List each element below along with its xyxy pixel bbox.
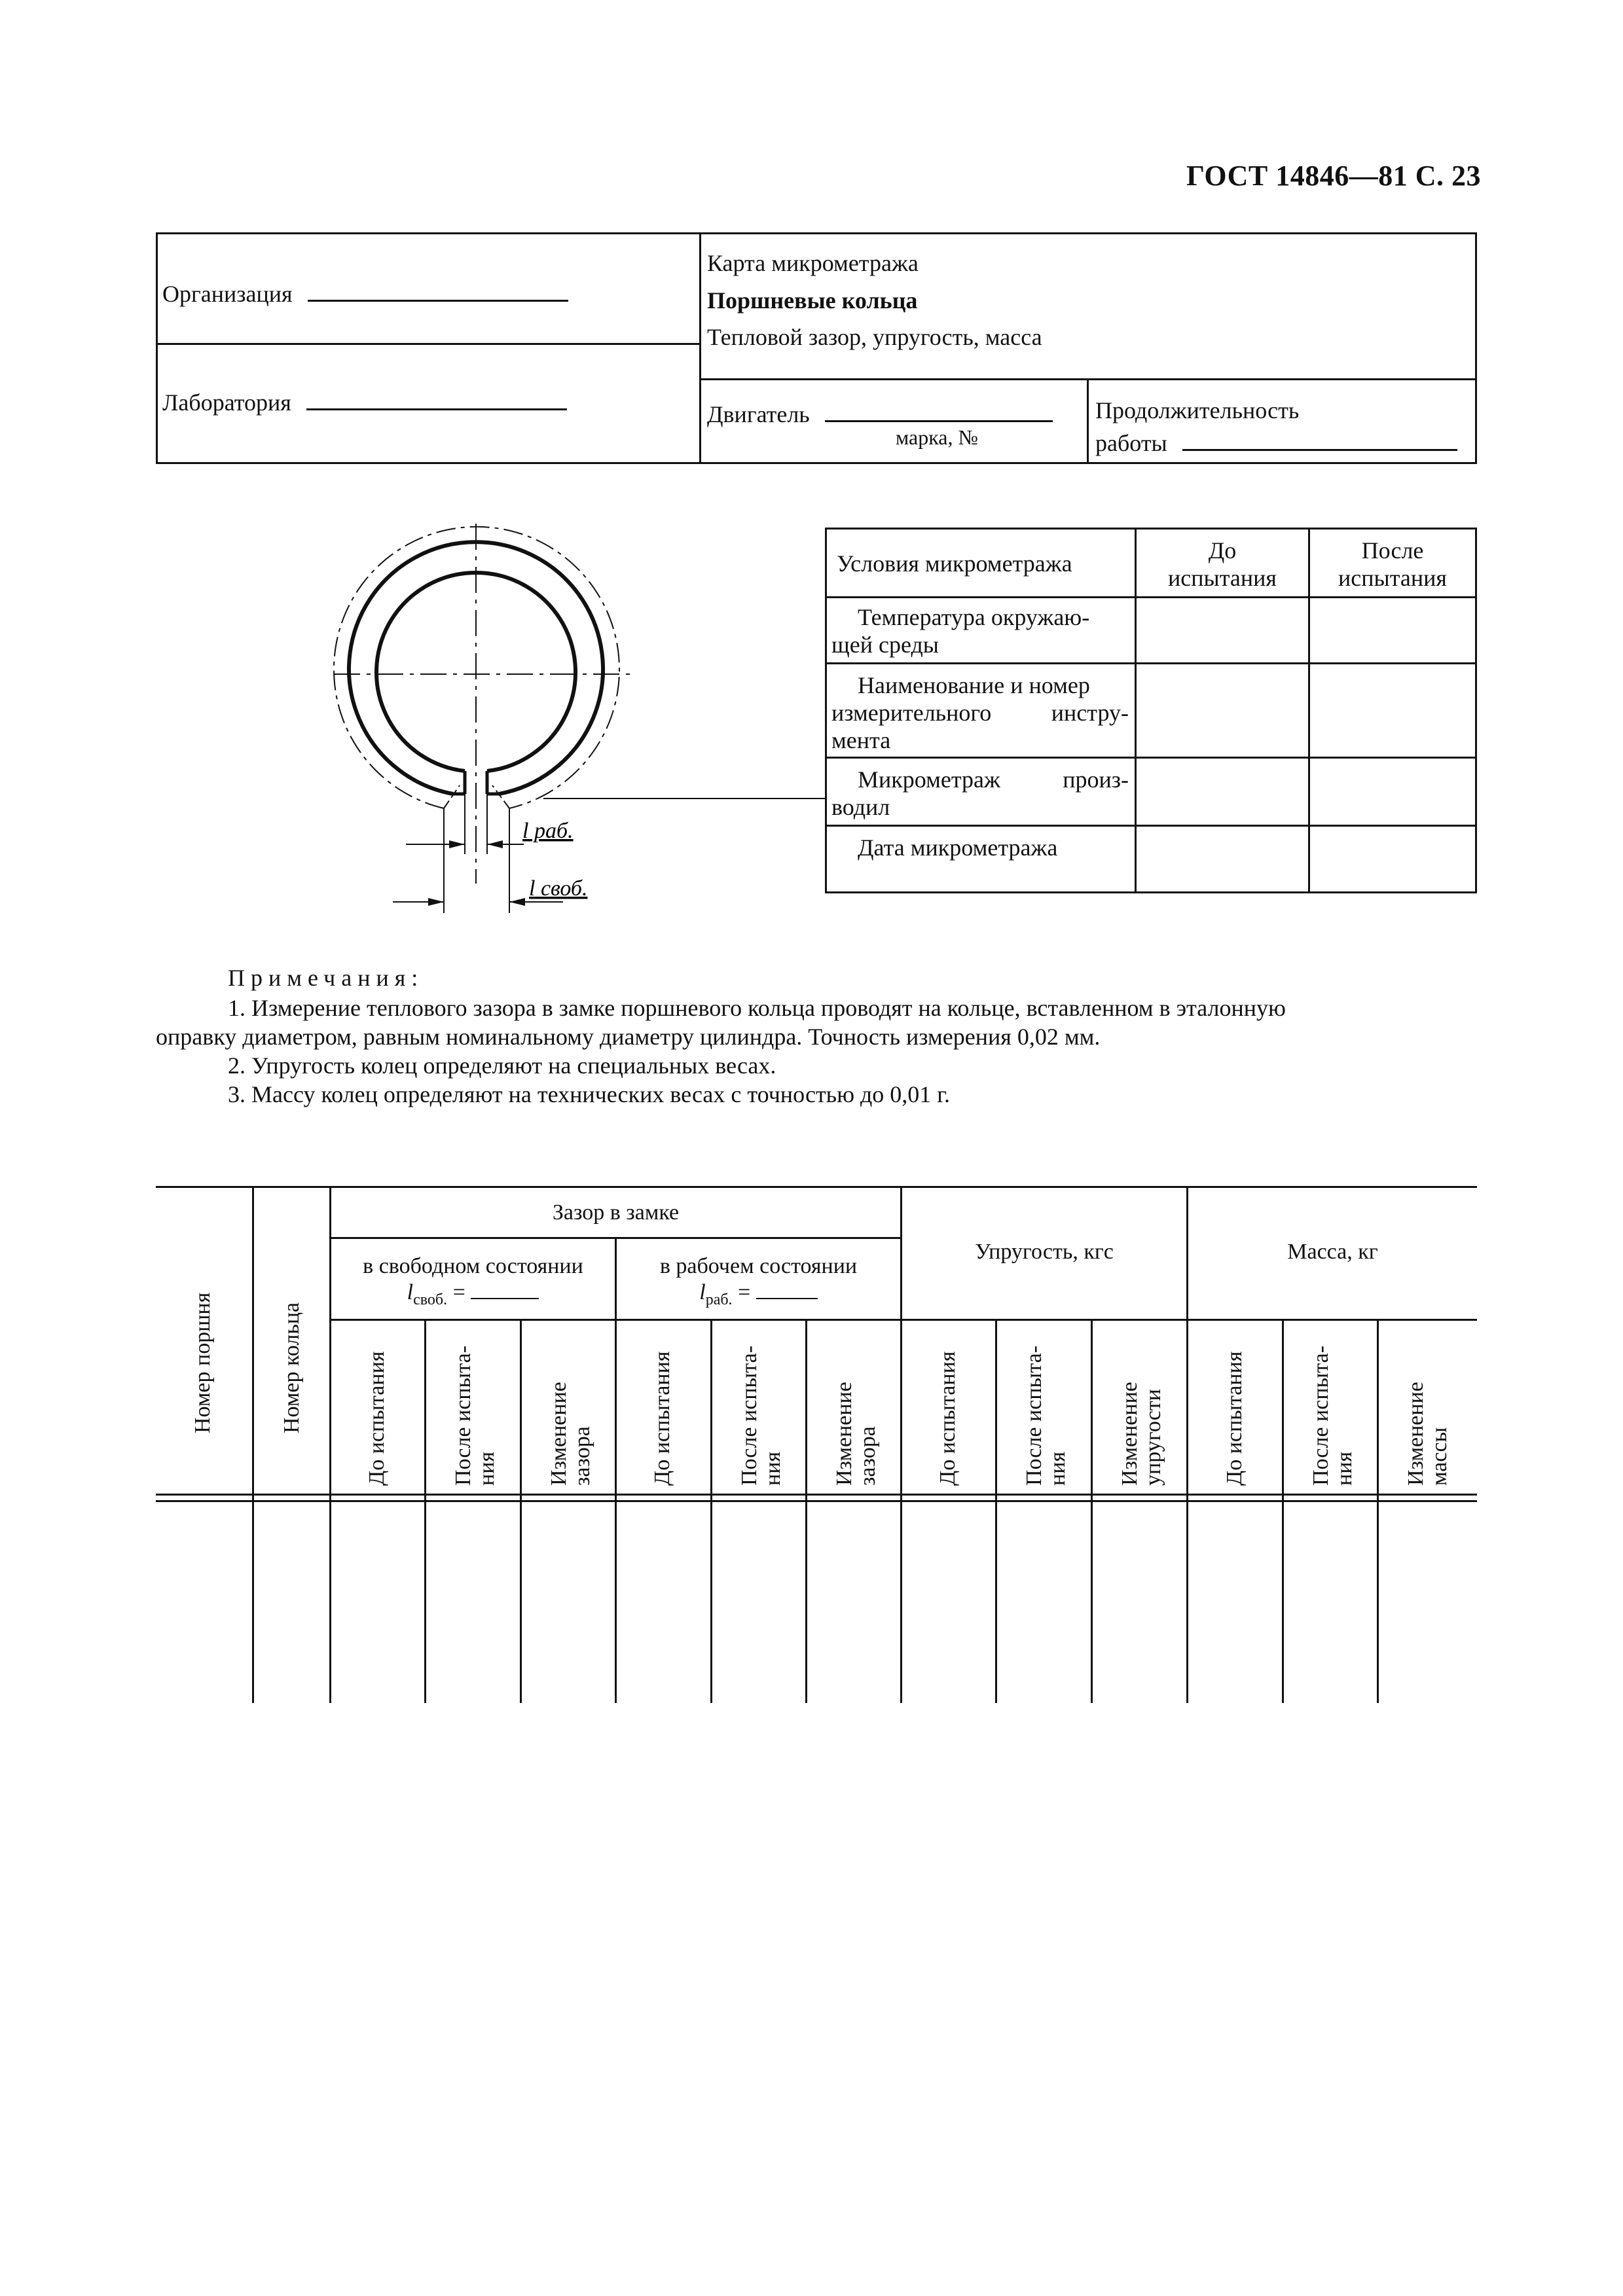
subcol-gap-work-after-l2: ния xyxy=(761,1451,785,1486)
card-title: Карта микрометража xyxy=(707,250,919,276)
organization-label: Организация xyxy=(162,281,293,307)
subcol-gap-free-after xyxy=(452,1329,499,1486)
organization-field xyxy=(162,276,568,308)
header-piston-no: Номер поршня xyxy=(191,1292,215,1433)
free-gap-input-line[interactable] xyxy=(471,1283,539,1299)
subcol-gap-free-change-l1: Изменение xyxy=(547,1382,571,1486)
header-after-line-2: испытания xyxy=(1338,565,1447,591)
header-mass: Масса, кг xyxy=(1287,1240,1378,1264)
duration-field xyxy=(1095,425,1457,457)
free-formula-l: l xyxy=(407,1280,414,1304)
subcol-mass-change xyxy=(1404,1329,1451,1486)
cell-performed-after[interactable] xyxy=(1310,759,1475,825)
subcol-gap-work-after xyxy=(738,1329,785,1486)
engine-hint: марка, № xyxy=(896,425,979,449)
row-temperature-line-1: Температура окружаю- xyxy=(858,604,1090,630)
subcol-mass-after-l1: После испыта- xyxy=(1309,1345,1333,1486)
cell-instrument-before[interactable] xyxy=(1137,664,1308,757)
cell-performed-before[interactable] xyxy=(1137,759,1308,825)
subcol-elasticity-after xyxy=(1023,1329,1070,1486)
cell-temperature-before[interactable] xyxy=(1137,598,1308,662)
subcol-gap-work-before: До испытания xyxy=(650,1351,674,1486)
cell-date-before[interactable] xyxy=(1137,827,1308,891)
subcol-gap-free-change xyxy=(547,1329,594,1486)
organization-input-line[interactable] xyxy=(308,276,568,302)
cell-instrument-after[interactable] xyxy=(1310,664,1475,757)
row-performed-by-line-2: водил xyxy=(831,794,890,820)
note-2: 2. Упругость колец определяют на специальных весах. xyxy=(228,1052,776,1079)
header-free-formula xyxy=(331,1280,615,1313)
note-1-line-2: оправку диаметром, равным номинальному диаметру цилиндра. Точность измерения 0,02 мм. xyxy=(156,1024,1101,1050)
cell-temperature-after[interactable] xyxy=(1310,598,1475,662)
duration-label-2: работы xyxy=(1095,430,1167,456)
row-temperature-line-2: щей среды xyxy=(831,632,939,658)
header-work-formula xyxy=(617,1280,900,1313)
engine-input-line[interactable] xyxy=(825,397,1053,422)
cell-date-after[interactable] xyxy=(1310,827,1475,891)
notes-title: Примечания: xyxy=(228,965,424,991)
laboratory-label: Лаборатория xyxy=(162,389,291,416)
card-params: Тепловой зазор, упругость, масса xyxy=(707,324,1042,350)
subcol-elasticity-after-l2: ния xyxy=(1046,1451,1070,1486)
work-formula-eq: = xyxy=(738,1280,751,1304)
subcol-mass-after xyxy=(1309,1329,1357,1486)
header-gap: Зазор в замке xyxy=(552,1200,680,1225)
table-body-empty-rows[interactable] xyxy=(156,1502,1477,1703)
engine-label: Двигатель xyxy=(707,401,810,427)
header-before-line-1: До xyxy=(1208,537,1237,564)
laboratory-input-line[interactable] xyxy=(306,385,567,410)
label-l-svob: l своб. xyxy=(529,876,588,901)
note-1-line-1: 1. Измерение теплового зазора в замке поршневого кольца проводят на кольце, вставленном в эталонную xyxy=(228,995,1286,1021)
duration-input-line[interactable] xyxy=(1182,425,1457,451)
row-instrument xyxy=(831,672,1129,754)
row-instrument-line-1: Наименование и номер xyxy=(858,672,1090,698)
subcol-mass-after-l2: ния xyxy=(1332,1451,1357,1486)
subcol-elasticity-before: До испытания xyxy=(936,1351,960,1486)
piston-ring-drawing xyxy=(314,517,838,923)
free-formula-eq: = xyxy=(452,1280,465,1304)
header-before-line-2: испытания xyxy=(1168,565,1277,591)
free-formula-sub: своб. xyxy=(413,1291,448,1308)
page-header-title: ГОСТ 14846—81 С. 23 xyxy=(1186,160,1481,192)
duration-label-1: Продолжительность xyxy=(1095,397,1300,423)
subcol-elasticity-change-l1: Изменение xyxy=(1118,1382,1142,1486)
subcol-gap-work-after-l1: После испыта- xyxy=(737,1345,761,1486)
label-l-rab: l раб. xyxy=(522,819,574,843)
note-3: 3. Массу колец определяют на технических весах с точностью до 0,01 г. xyxy=(228,1081,951,1107)
header-before-test xyxy=(1137,537,1308,592)
subcol-gap-free-change-l2: зазора xyxy=(570,1426,594,1486)
subcol-gap-work-change xyxy=(833,1329,880,1486)
subcol-elasticity-after-l1: После испыта- xyxy=(1022,1345,1046,1486)
header-elasticity: Упругость, кгс xyxy=(975,1240,1114,1264)
subcol-gap-work-change-l2: зазора xyxy=(856,1426,880,1486)
subcol-gap-free-after-l2: ния xyxy=(475,1451,499,1486)
work-gap-input-line[interactable] xyxy=(756,1283,818,1299)
row-temperature xyxy=(831,603,1129,658)
header-work-state: в рабочем состоянии xyxy=(659,1254,858,1278)
subcol-elasticity-change-l2: упругости xyxy=(1141,1389,1165,1486)
subcol-elasticity-change xyxy=(1118,1329,1165,1486)
subcol-mass-change-l1: Изменение xyxy=(1404,1382,1428,1486)
header-free-state: в свободном состоянии xyxy=(363,1254,583,1278)
header-ring-no: Номер кольца xyxy=(280,1302,304,1433)
conditions-header: Условия микрометража xyxy=(837,550,1072,577)
row-performed-by-line-1: Микрометраж произ- xyxy=(858,766,1129,793)
work-formula-sub: раб. xyxy=(705,1291,733,1308)
laboratory-field xyxy=(162,385,567,416)
header-after-line-1: После xyxy=(1361,537,1424,564)
subcol-gap-free-after-l1: После испыта- xyxy=(451,1345,475,1486)
work-formula-l: l xyxy=(699,1280,706,1304)
row-date: Дата микрометража xyxy=(858,834,1058,861)
row-instrument-line-3: мента xyxy=(831,727,891,753)
subcol-mass-before: До испытания xyxy=(1222,1351,1247,1486)
header-after-test xyxy=(1310,537,1475,592)
row-performed-by xyxy=(831,766,1129,821)
engine-field xyxy=(707,397,1053,428)
subcol-gap-work-change-l1: Изменение xyxy=(832,1382,856,1486)
card-subject: Поршневые кольца xyxy=(707,287,918,314)
row-instrument-line-2: измерительного инстру- xyxy=(831,700,1129,726)
subcol-gap-free-before: До испытания xyxy=(365,1351,389,1486)
subcol-mass-change-l2: массы xyxy=(1427,1427,1451,1486)
